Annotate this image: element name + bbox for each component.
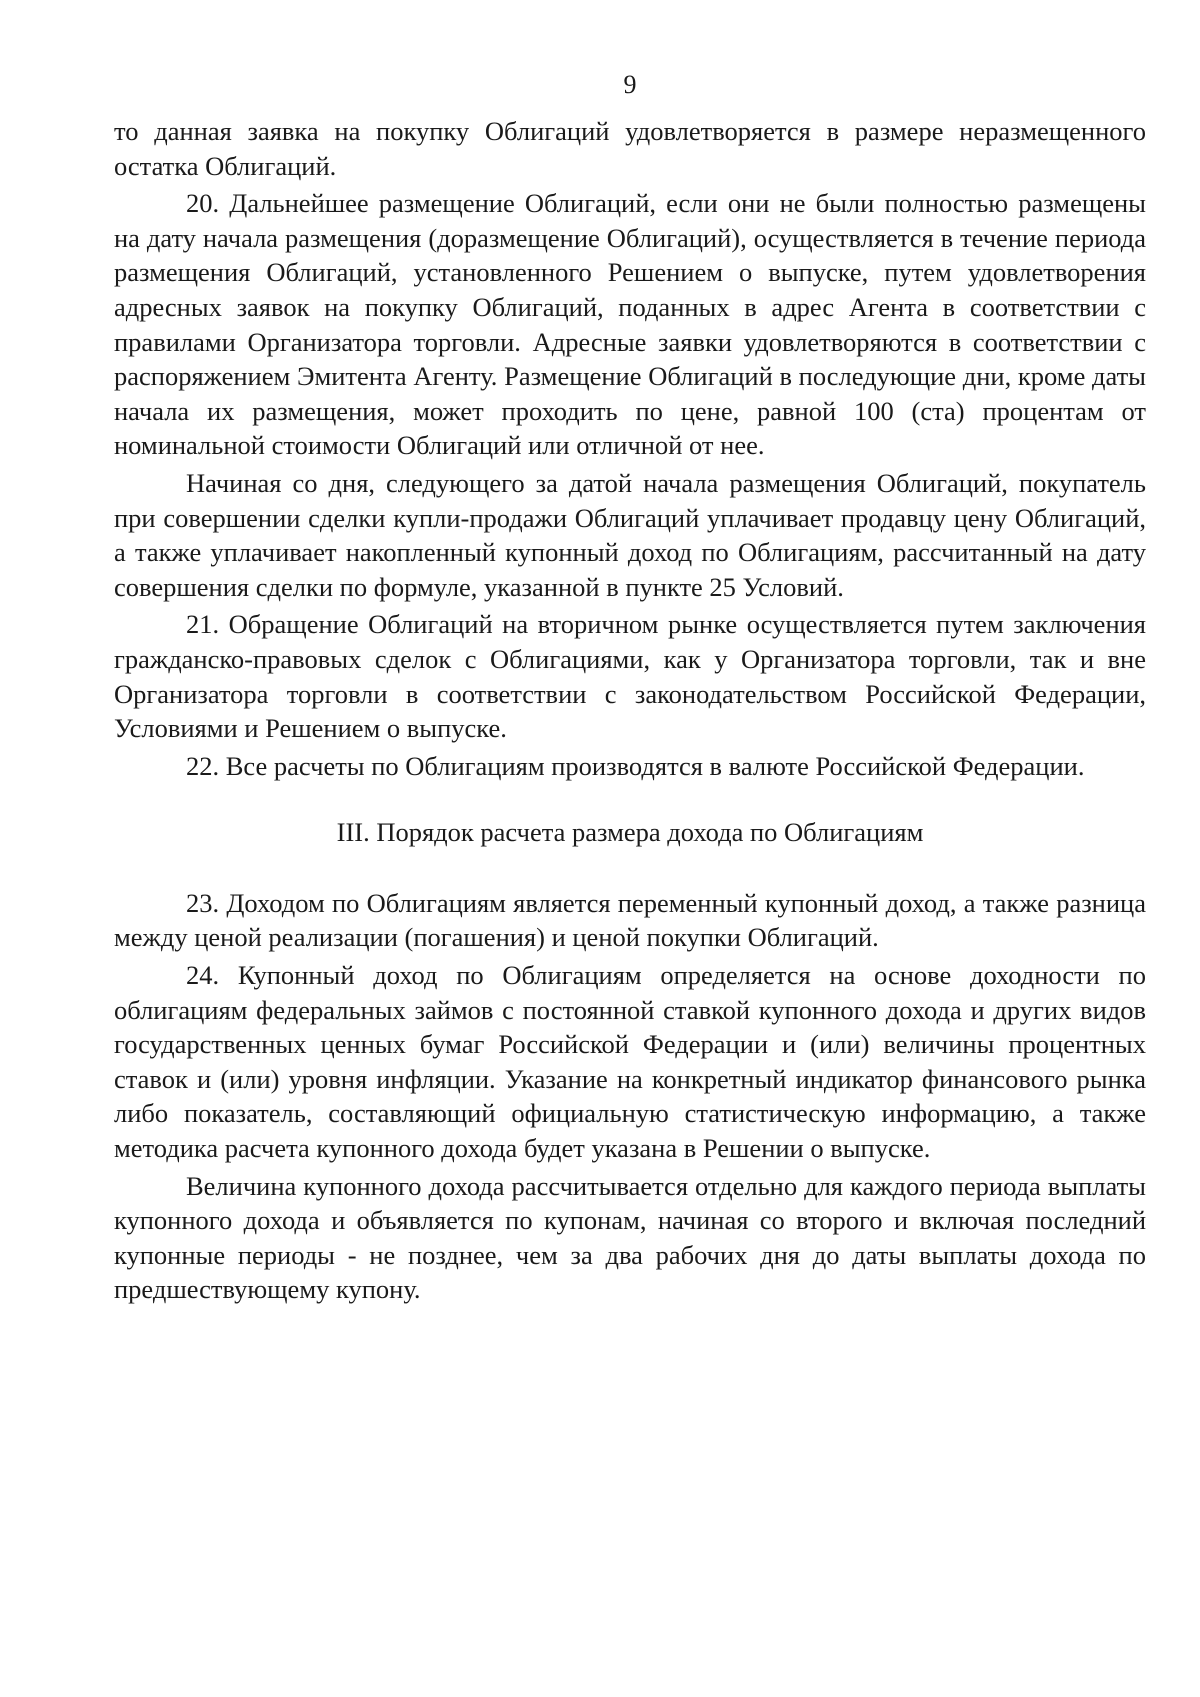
paragraph-24: 24. Купонный доход по Облигациям определяется на основе доходности по облигациям федеральных займов с постоянной ставкой купонного дохода и других видов государственных ценных бумаг Российской Федерации и (или) величины процентных ставок и (или) уровня инфляции. Указание на конкретный индикатор финансового рынка либо показатель, составляющий официальную статистическую информацию, а также методика расчета купонного дохода будет указана в Решении о выпуске. [114, 960, 1146, 1164]
page-number: 9 [623, 70, 637, 99]
paragraph-21: 21. Обращение Облигаций на вторичном рынке осуществляется путем заключения гражданско-правовых сделок с Облигациями, как у Организатора торговли, так и вне Организатора торговли в соответствии с законодательством Российской Федерации, Условиями и Решением о выпуске. [114, 609, 1146, 744]
document-body [114, 114, 1146, 1307]
paragraph-22: 22. Все расчеты по Облигациям производятся в валюте Российской Федерации. [186, 750, 1085, 781]
paragraph-20-continued: Начиная со дня, следующего за датой начала размещения Облигаций, покупатель при совершении сделки купли-продажи Облигаций уплачивает продавцу цену Облигаций, а также уплачивает накопленный купонный доход по Облигациям, рассчитанный на дату совершения сделки по формуле, указанной в пункте 25 Условий. [114, 467, 1146, 602]
section-heading: III. Порядок расчета размера дохода по Облигациям [336, 817, 924, 848]
paragraph-24-continued: Величина купонного дохода рассчитывается отдельно для каждого периода выплаты купонного дохода и объявляется по купонам, начиная со второго и включая последний купонные периоды - не позднее, чем за два рабочих дня до даты выплаты дохода по предшествующему купону. [114, 1170, 1146, 1305]
paragraph-23: 23. Доходом по Облигациям является переменный купонный доход, а также разница между ценой реализации (погашения) и ценой покупки Облигаций. [114, 887, 1146, 953]
paragraph-20: 20. Дальнейшее размещение Облигаций, если они не были полностью размещены на дату начала размещения (доразмещение Облигаций), осуществляется в течение периода размещения Облигаций, установленного Решением о выпуске, путем удовлетворения адресных заявок на покупку Облигаций, поданных в адрес Агента в соответствии с правилами Организатора торговли. Адресные заявки удовлетворяются в соответствии с распоряжением Эмитента Агенту. Размещение Облигаций в последующие дни, кроме даты начала их размещения, может проходить по цене, равной 100 (ста) процентам от номинальной стоимости Облигаций или отличной от нее. [114, 188, 1146, 461]
paragraph-continuation: то данная заявка на покупку Облигаций удовлетворяется в размере неразмещенного остатка Облигаций. [114, 116, 1146, 181]
